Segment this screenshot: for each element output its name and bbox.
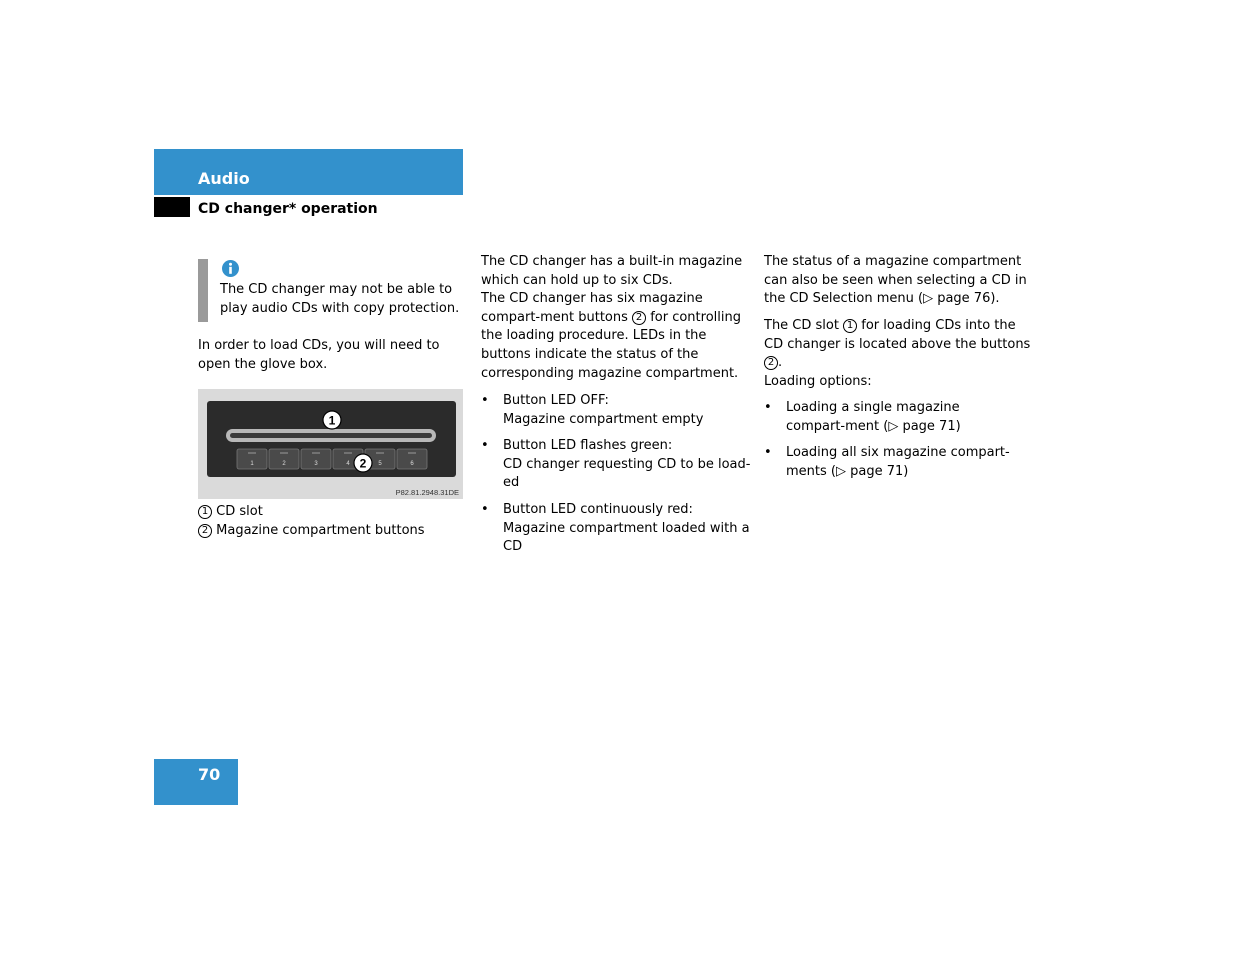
info-text: The CD changer may not be able to play audio CDs with copy protection. xyxy=(220,282,460,316)
page-number: 70 xyxy=(198,765,221,784)
magazine-buttons-text: The CD changer has six magazine compart-ment buttons 2 for controlling the loading procedure. LEDs in the buttons indicate the status of the corresponding magazine compartment. xyxy=(481,291,741,381)
button-label-2: 2 xyxy=(282,461,286,467)
cd-slot-location-text: The CD slot 1 for loading CDs into the CD changer is located above the buttons 2 . xyxy=(764,318,1031,371)
legend-item-buttons: 2 Magazine compartment buttons xyxy=(198,522,466,541)
cd-changer-photo xyxy=(198,389,463,499)
info-icon xyxy=(222,260,239,277)
legend-item-cd-slot: 1 CD slot xyxy=(198,503,466,522)
page-reference-link[interactable]: Loading all six magazine compart-ments (▷ page 71) xyxy=(786,445,1010,479)
list-item xyxy=(764,444,1014,481)
figure-code: P82.81.2948.31DE xyxy=(395,488,459,497)
list-item: • Button LED flashes green: CD changer requesting CD to be load-ed xyxy=(481,437,751,493)
callout-number: 2 xyxy=(632,311,646,325)
list-item: • Button LED OFF: Magazine compartment empty xyxy=(481,392,751,429)
intro-paragraph: In order to load CDs, you will need to open the glove box. xyxy=(198,338,440,372)
page-number-box xyxy=(154,759,238,805)
chapter-title: Audio xyxy=(198,169,250,188)
led-status-list xyxy=(481,392,751,557)
button-label-1: 1 xyxy=(250,461,254,467)
callout-number: 1 xyxy=(198,505,212,519)
callout-number: 1 xyxy=(843,319,857,333)
status-selection-text: The status of a magazine compartment can also be seen when selecting a CD in the CD Selection menu (▷ page 76). xyxy=(764,254,1027,307)
button-label-5: 5 xyxy=(378,461,382,467)
page-reference-link[interactable]: Loading a single magazine compart-ment (▷ page 71) xyxy=(786,400,961,434)
magazine-capacity-text: The CD changer has a built-in magazine which can hold up to six CDs. xyxy=(481,254,743,288)
list-item xyxy=(764,399,1014,436)
callout-2-label: 2 xyxy=(359,456,367,471)
section-marker xyxy=(154,197,190,217)
loading-options-label: Loading options: xyxy=(764,374,872,389)
list-item: • Button LED continuously red: Magazine compartment loaded with a CD xyxy=(481,501,751,557)
callout-number: 2 xyxy=(764,356,778,370)
callout-number: 2 xyxy=(198,524,212,538)
button-label-6: 6 xyxy=(410,461,414,467)
section-title: CD changer* operation xyxy=(198,201,378,217)
info-bar xyxy=(198,259,208,322)
callout-1-label: 1 xyxy=(328,413,336,428)
magazine-description xyxy=(481,253,751,383)
info-note xyxy=(198,259,466,323)
loading-options-list xyxy=(764,399,1014,481)
figure-legend xyxy=(198,503,466,540)
button-label-3: 3 xyxy=(314,461,318,467)
button-label-4: 4 xyxy=(346,461,350,467)
